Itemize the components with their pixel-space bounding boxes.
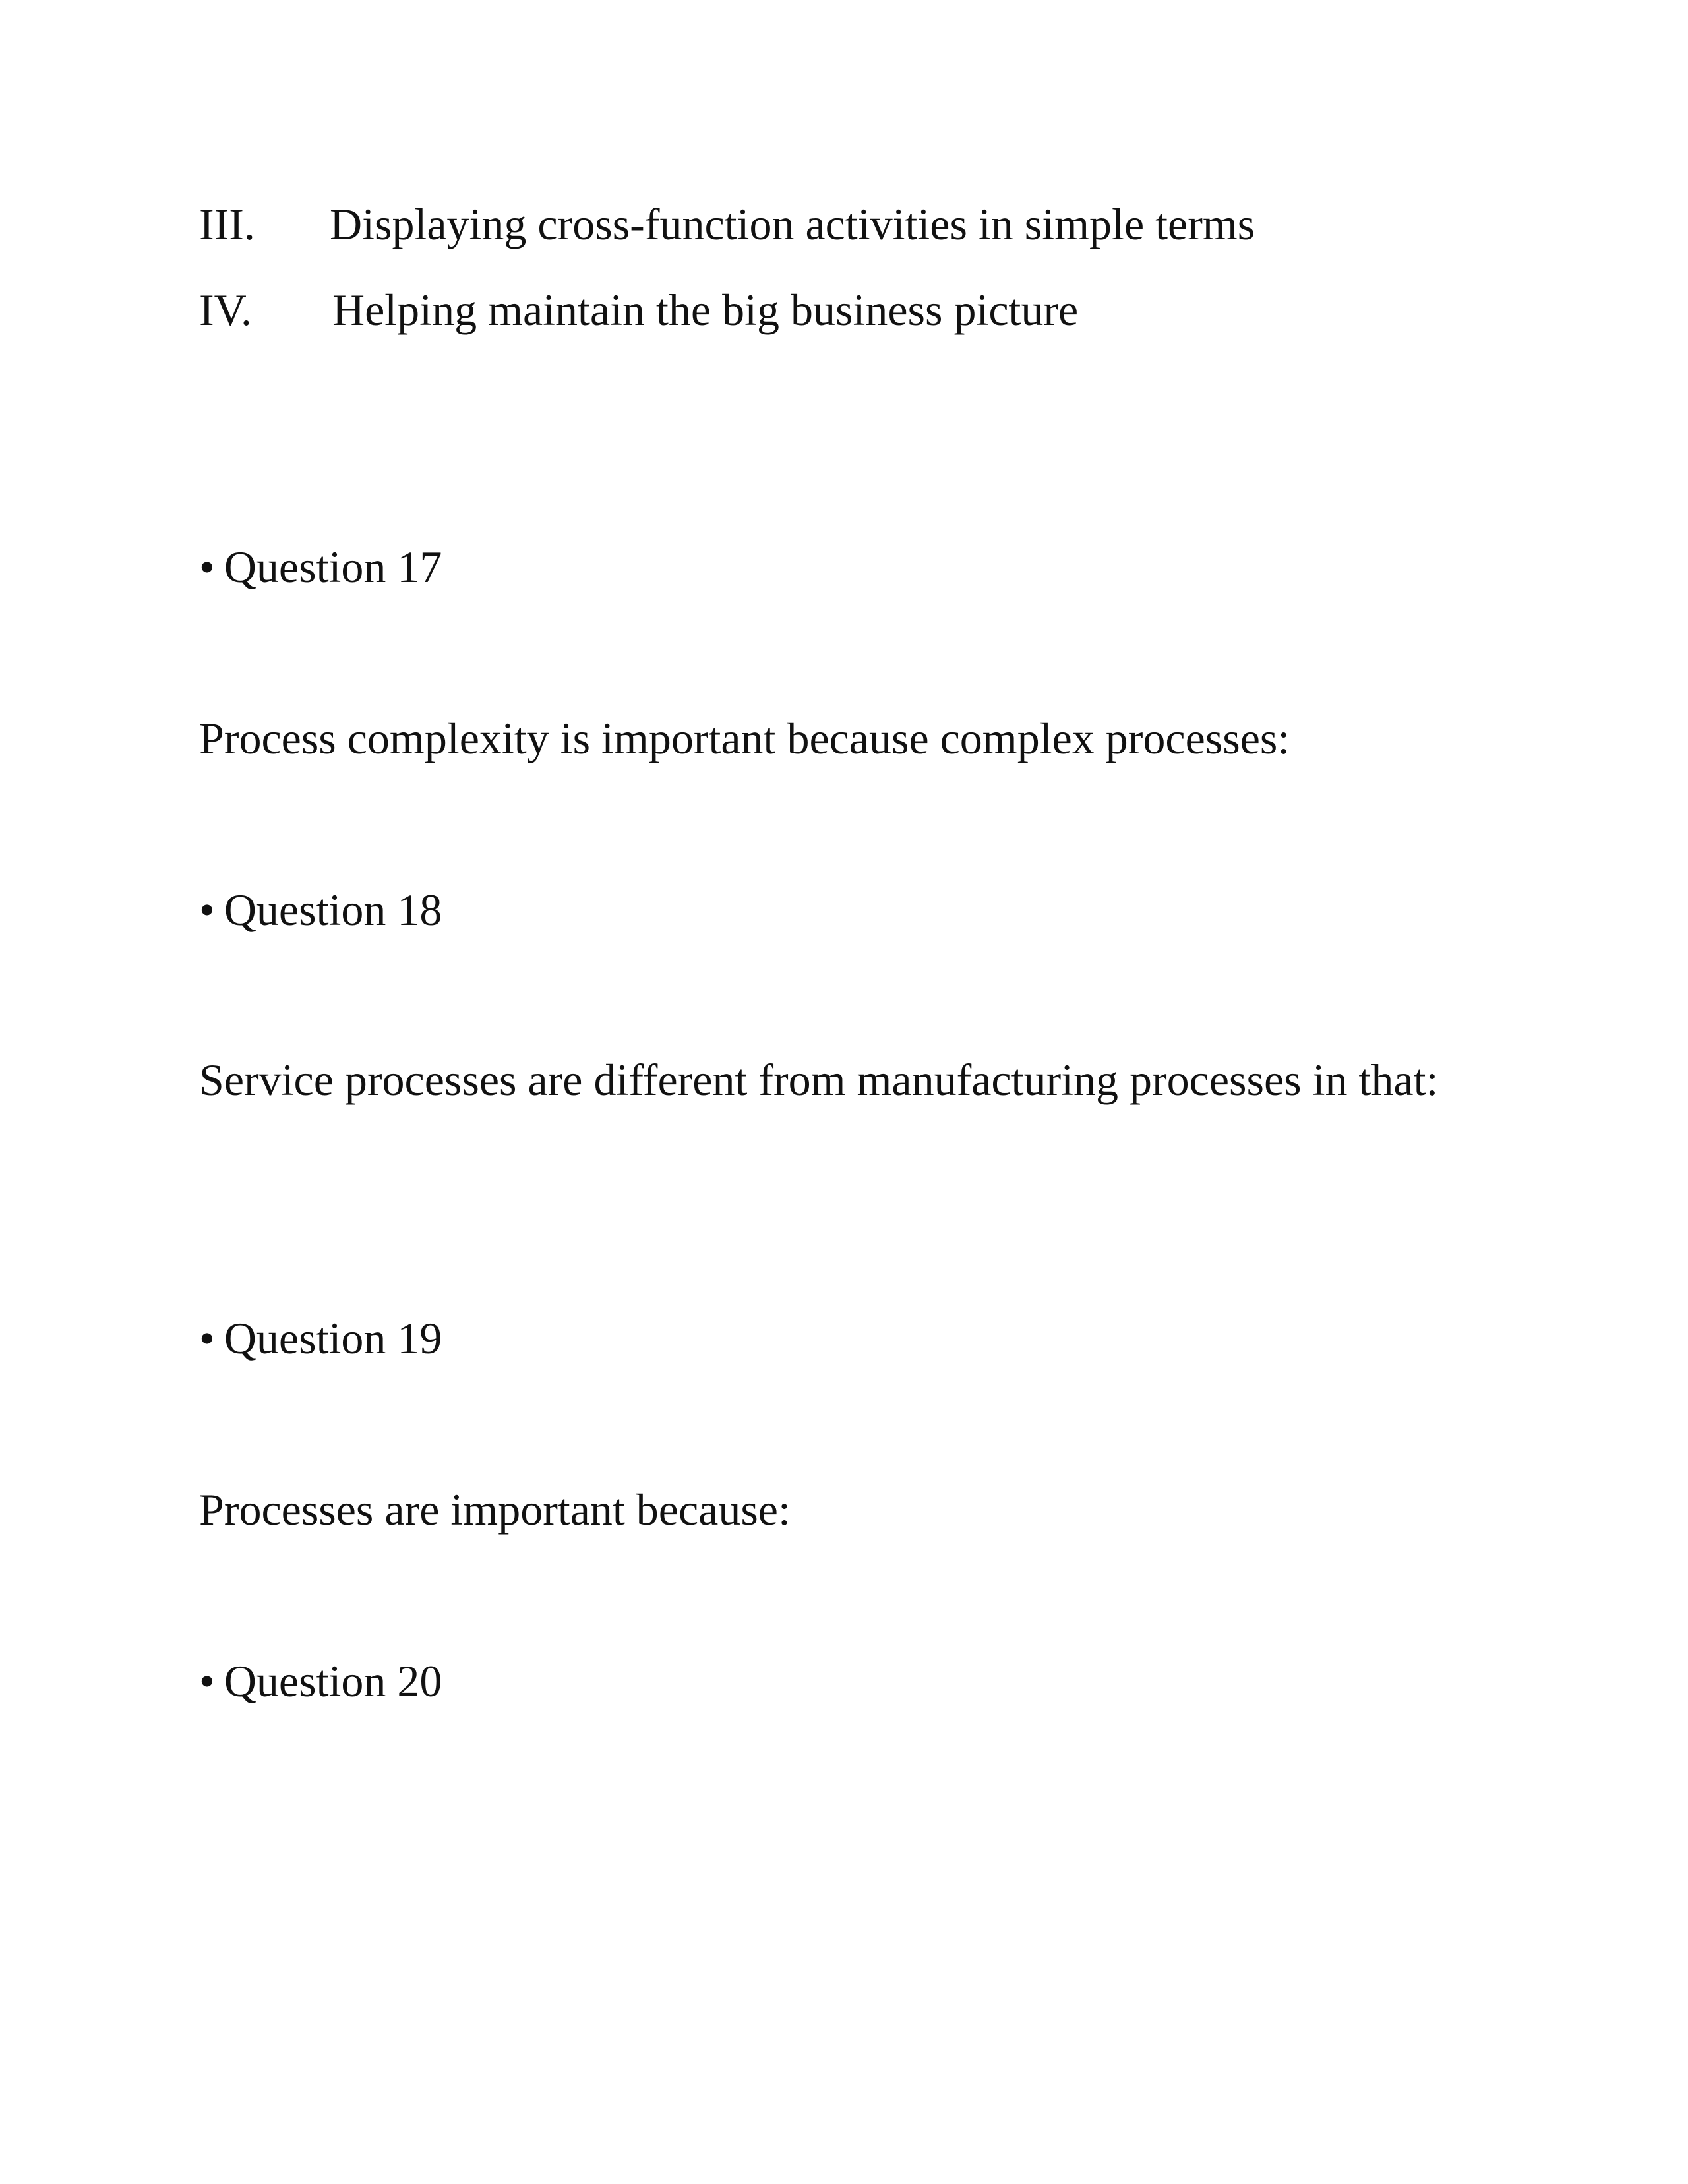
bullet-icon: • xyxy=(199,1313,215,1363)
list-numeral: III. xyxy=(199,199,255,249)
list-item-text: Displaying cross-function activities in simple terms xyxy=(330,199,1255,249)
bullet-icon: • xyxy=(199,885,215,935)
question-17-heading xyxy=(199,541,442,593)
question-18-text: Service processes are different from manufacturing processes in that: xyxy=(199,1055,1439,1105)
question-18-heading xyxy=(199,883,442,936)
question-label: Question 17 xyxy=(224,542,442,592)
question-17-text: Process complexity is important because complex processes: xyxy=(199,713,1290,763)
question-label: Question 20 xyxy=(224,1656,442,1706)
list-item-iv xyxy=(199,283,1079,336)
question-19-heading xyxy=(199,1312,442,1365)
bullet-icon: • xyxy=(199,542,215,592)
list-item-text: Helping maintain the big business picture xyxy=(332,285,1079,335)
bullet-icon: • xyxy=(199,1656,215,1706)
question-19-text: Processes are important because: xyxy=(199,1485,791,1535)
list-item-iii xyxy=(199,198,1255,251)
list-numeral: IV. xyxy=(199,285,252,335)
question-label: Question 19 xyxy=(224,1313,442,1363)
question-label: Question 18 xyxy=(224,885,442,935)
question-20-heading xyxy=(199,1655,442,1707)
